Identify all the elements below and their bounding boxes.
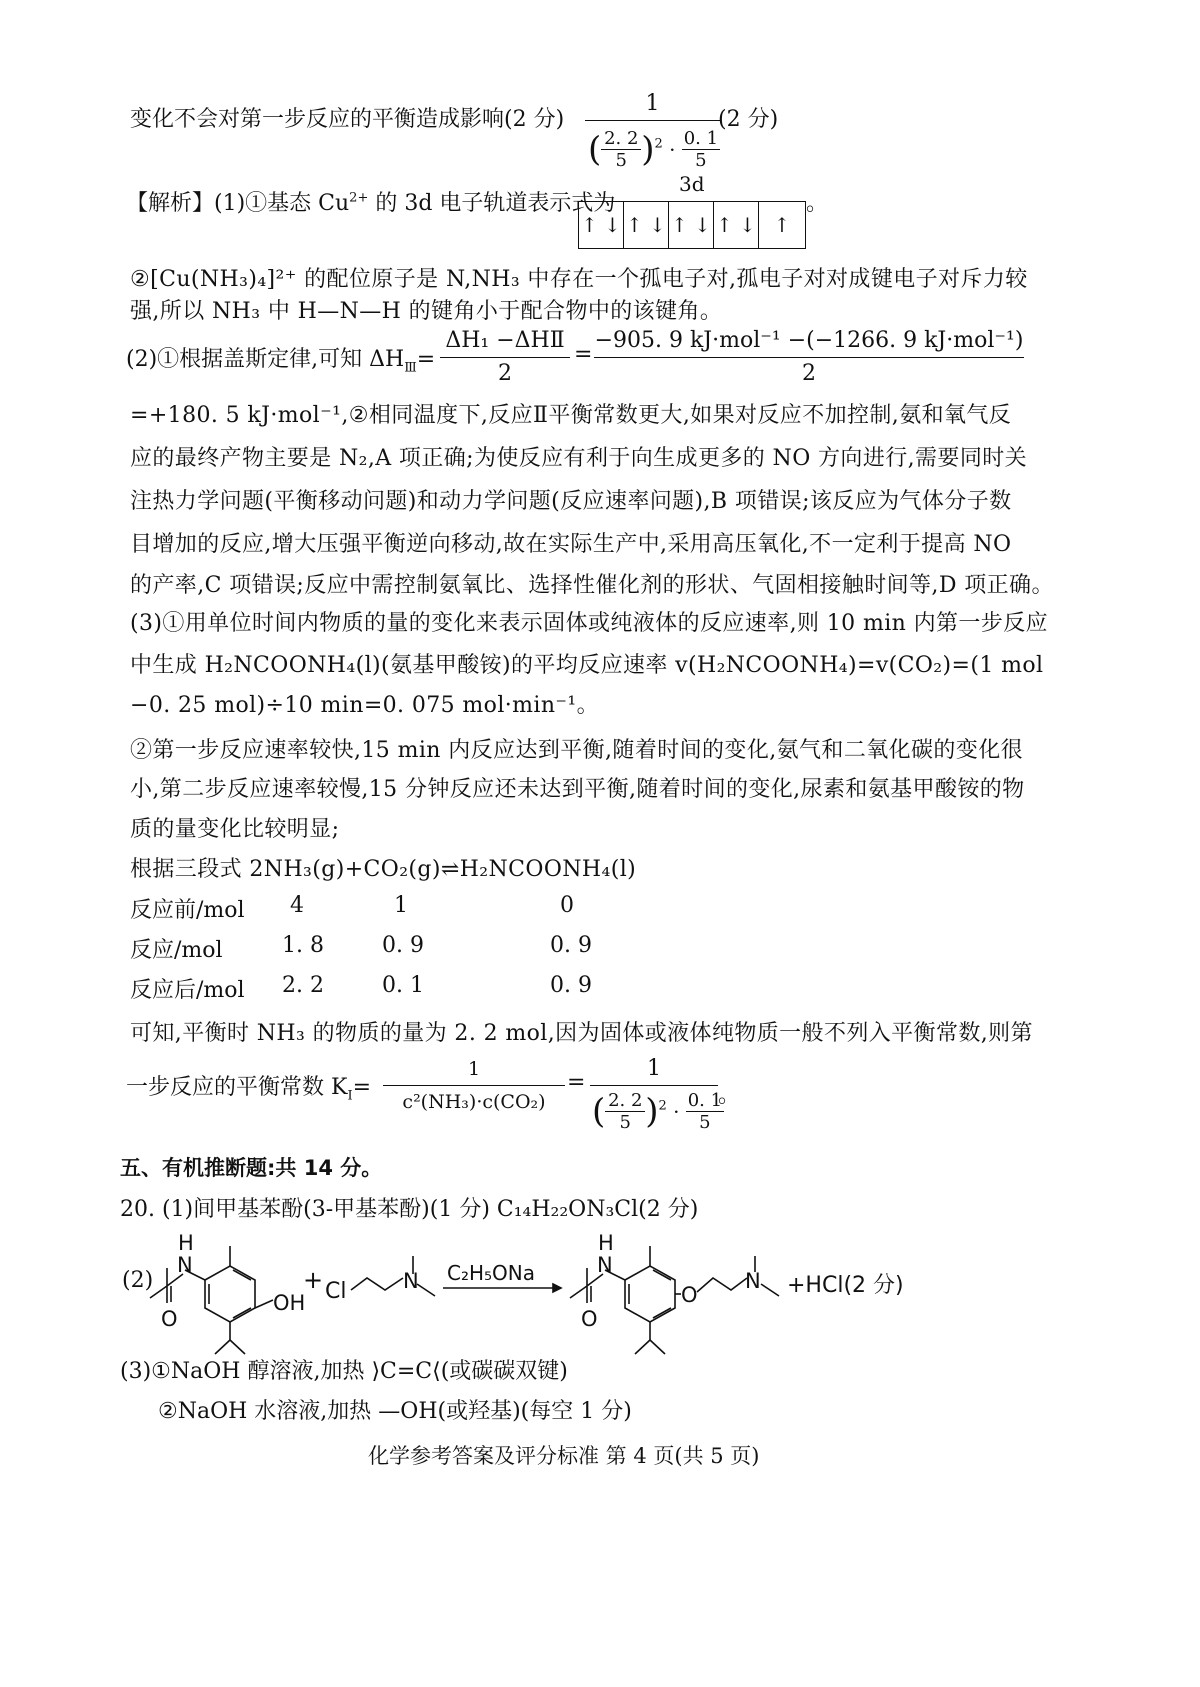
analysis-p1-sup: 2+ xyxy=(349,190,369,206)
table-row-label: 反应后/mol xyxy=(130,978,245,1003)
analysis-p3-lead xyxy=(126,342,435,375)
k-paren-den: 5 xyxy=(615,150,627,171)
dh-frac1-den: 2 xyxy=(498,361,512,386)
svg-text:H: H xyxy=(598,1231,614,1255)
top-line-text: 变化不会对第一步反应的平衡造成影响(2 分) xyxy=(130,107,565,132)
table-row-label: 反应前/mol xyxy=(130,898,245,923)
k-score: (2 分) xyxy=(718,107,779,132)
dh-frac2-num: −905. 9 kJ·mol⁻¹ −(−1266. 9 kJ·mol⁻¹) xyxy=(594,328,1024,353)
analysis-p1 xyxy=(126,186,615,217)
k1-paren-den: 5 xyxy=(619,1112,631,1133)
reagent-label: C₂H₅ONa xyxy=(447,1261,535,1285)
table-cell: 0. 1 xyxy=(382,973,424,998)
k-denominator-top: ( $\frac{2. 2}{5}$ )$^2$ · $\frac{0. 1}{5}$ xyxy=(588,128,719,171)
analysis-p6-line: 小,第二步反应速率较慢,15 分钟反应还未达到平衡,随着时间的变化,尿素和氨基甲酸铵的物 xyxy=(130,777,1025,802)
analysis-p4-line: =+180. 5 kJ·mol⁻¹,②相同温度下,反应Ⅱ平衡常数更大,如果对反应不加控制,氨和氧气反 xyxy=(130,403,1012,428)
analysis-p6-line: 质的量变化比较明显; xyxy=(130,817,340,842)
analysis-p1-lead: 【解析】(1)①基态 Cu xyxy=(126,191,350,216)
analysis-p2-line2: 强,所以 NH₃ 中 H—N—H 的键角小于配合物中的该键角。 xyxy=(130,299,723,324)
reactant-2-structure xyxy=(351,1256,435,1296)
table-cell: 0 xyxy=(560,893,574,918)
orbital-box: ↑ ↓ xyxy=(624,202,669,248)
orbital-diagram xyxy=(578,201,806,249)
analysis-p5-line: (3)①用单位时间内物质的量的变化来表示固体或纯液体的反应速率,则 10 min 内第一步反应 xyxy=(130,611,1048,636)
orbital-label: 3d xyxy=(679,172,705,196)
table-cell: 1 xyxy=(394,893,408,918)
k-frac2-den: 5 xyxy=(695,150,707,171)
analysis-p4-line: 注热力学问题(平衡移动问题)和动力学问题(反应速率问题),B 项错误;该反应为气体分子数 xyxy=(130,489,1012,514)
k-num: 1 xyxy=(645,91,660,116)
k1-sq: 2 xyxy=(658,1098,667,1114)
analysis-p5-line: −0. 25 mol)÷10 min=0. 075 mol·min⁻¹。 xyxy=(130,693,600,718)
dh-fraction-2 xyxy=(594,327,1024,388)
svg-text:O: O xyxy=(681,1283,698,1307)
k1-fraction-1 xyxy=(383,1055,565,1116)
k-sq: 2 xyxy=(654,136,663,152)
svg-text:N: N xyxy=(745,1269,761,1293)
reaction-scheme xyxy=(145,1228,1035,1368)
table-cell: 4 xyxy=(290,893,304,918)
table-cell: 0. 9 xyxy=(550,933,592,958)
svg-text:O: O xyxy=(581,1307,598,1331)
k1-end: 。 xyxy=(718,1083,741,1108)
q20-line: 20. (1)间甲基苯酚(3-甲基苯酚)(1 分) C₁₄H₂₂ON₃Cl(2 分) xyxy=(120,1197,699,1222)
analysis-p4-line: 目增加的反应,增大压强平衡逆向移动,故在实际生产中,采用高压氧化,不一定利于提高 NO xyxy=(130,532,1012,557)
k-dot: · xyxy=(669,137,676,162)
table-row-label: 反应/mol xyxy=(130,938,223,963)
dh-frac1-num: ΔH₁ −ΔHⅡ xyxy=(445,328,565,353)
q20-3b: ②NaOH 水溶液,加热 —OH(或羟基)(每空 1 分) xyxy=(158,1399,632,1424)
k-paren-num: 2. 2 xyxy=(604,128,639,149)
orbital-box: ↑ ↓ xyxy=(579,202,624,248)
q20-2-label: (2) xyxy=(122,1268,154,1293)
k1-dot: · xyxy=(673,1099,680,1124)
q20-3a: (3)①NaOH 醇溶液,加热 ⟩C=C⟨(或碳碳双键) xyxy=(120,1359,568,1384)
plus-sign: + xyxy=(303,1266,324,1294)
svg-text:OH: OH xyxy=(273,1291,306,1315)
k1-f2-num: 1 xyxy=(647,1056,661,1081)
table-cell: 1. 8 xyxy=(282,933,324,958)
analysis-p2-line1: ②[Cu(NH₃)₄]²⁺ 的配位原子是 N,NH₃ 中存在一个孤电子对,孤电子对对成键电子对斥力较 xyxy=(130,267,1028,292)
orbital-box: ↑ ↓ xyxy=(669,202,714,248)
k1-lead-text: 一步反应的平衡常数 K xyxy=(126,1075,348,1100)
dh-eq2: = xyxy=(574,342,593,367)
analysis-p3-text: (2)①根据盖斯定律,可知 ΔH xyxy=(126,347,405,372)
dh-frac2-den: 2 xyxy=(802,361,816,386)
analysis-p5-line: 中生成 H₂NCOONH₄(l)(氨基甲酸铵)的平均反应速率 v(H₂NCOONH₄)=v(CO₂)=(1 mol xyxy=(130,653,1044,678)
orbital-end: 。 xyxy=(806,191,829,216)
k-frac2-num: 0. 1 xyxy=(683,128,719,149)
svg-text:N: N xyxy=(177,1253,193,1277)
analysis-p4-line: 应的最终产物主要是 N₂,A 项正确;为使反应有利于向生成更多的 NO 方向进行,需要同时关 xyxy=(130,446,1028,471)
analysis-p6-line: ②第一步反应速率较快,15 min 内反应达到平衡,随着时间的变化,氨气和二氧化碳的变化很 xyxy=(130,738,1024,763)
analysis-p3-sub: Ⅲ xyxy=(404,360,417,376)
reactant-2-cl: Cl xyxy=(325,1279,347,1304)
k1-f1-num: 1 xyxy=(467,1058,481,1080)
k1-fraction-2 xyxy=(590,1055,718,1088)
k1-sub: Ⅰ xyxy=(347,1088,353,1104)
svg-text:O: O xyxy=(161,1307,178,1331)
analysis-p1-tail: 的 3d 电子轨道表示式为 xyxy=(368,191,616,216)
page-footer: 化学参考答案及评分标准 第 4 页(共 5 页) xyxy=(368,1444,760,1468)
k1-f1-den: c²(NH₃)·c(CO₂) xyxy=(402,1091,546,1113)
k1-eq: = xyxy=(352,1075,372,1100)
svg-text:N: N xyxy=(597,1253,613,1277)
k1-denominator: ( $\frac{2. 2}{5}$ )$^2$ · $\frac{0. 1}{5}$ xyxy=(592,1090,723,1133)
k1-paren-num: 2. 2 xyxy=(608,1090,643,1111)
dh-fraction-1 xyxy=(440,327,570,388)
svg-text:H: H xyxy=(178,1231,194,1255)
orbital-box: ↑ xyxy=(773,213,791,237)
k1-eq2: = xyxy=(567,1070,586,1095)
table-cell: 2. 2 xyxy=(282,973,324,998)
svg-text:N: N xyxy=(403,1269,419,1293)
table-cell: 0. 9 xyxy=(382,933,424,958)
section5-title: 五、有机推断题:共 14 分。 xyxy=(120,1156,383,1180)
k1-lead xyxy=(126,1070,371,1103)
k1-frac2-den: 5 xyxy=(699,1112,711,1133)
table-cell: 0. 9 xyxy=(550,973,592,998)
k1-frac2-num: 0. 1 xyxy=(687,1090,723,1111)
orbital-box: ↑ ↓ xyxy=(714,202,759,248)
product-tail: +HCl(2 分) xyxy=(787,1273,904,1298)
analysis-p7: 可知,平衡时 NH₃ 的物质的量为 2. 2 mol,因为固体或液体纯物质一般不列入平衡常数,则第 xyxy=(130,1021,1033,1046)
table-heading: 根据三段式 2NH₃(g)+CO₂(g)⇌H₂NCOONH₄(l) xyxy=(130,857,637,882)
analysis-p3-eq: = xyxy=(416,347,436,372)
k-expression-top xyxy=(585,90,720,123)
analysis-p4-line: 的产率,C 项错误;反应中需控制氨氧比、选择性催化剂的形状、气固相接触时间等,D 项正确。 xyxy=(130,573,1054,598)
reactant-1-structure xyxy=(150,1246,273,1354)
